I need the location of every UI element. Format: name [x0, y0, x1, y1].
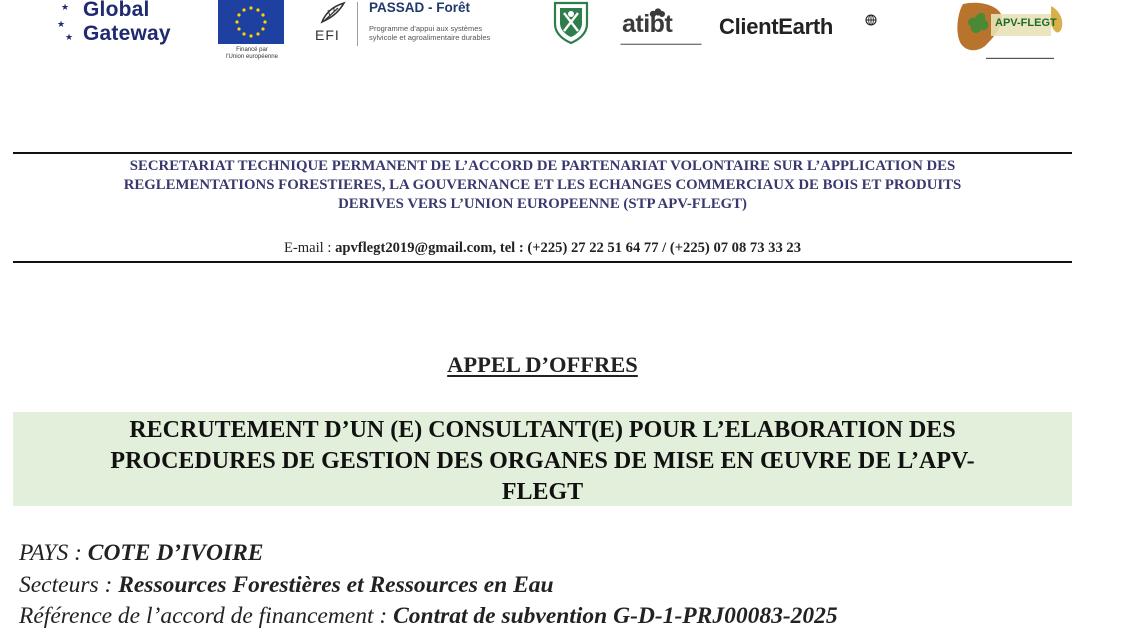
- apv-flegt-tagline-mark: ▬▬▬▬▬▬▬▬▬▬▬▬▬▬▬▬▬: [986, 55, 1054, 60]
- eu-caption: [214, 47, 290, 61]
- passad-subtitle-line1: Programme d'appui aux systèmes: [369, 24, 483, 33]
- star-icon: ★: [65, 32, 74, 42]
- phone-numbers: , tel : (+225) 27 22 51 64 77 / (+225) 07 08 73 33 23: [492, 240, 802, 256]
- global-gateway-line1: Global: [83, 0, 150, 21]
- efi-text: EFI: [315, 27, 340, 43]
- apv-flegt-text: APV-FLEGT: [995, 17, 1057, 29]
- global-gateway-logo: [55, 0, 195, 50]
- secretariat-line1: SECRETARIAT TECHNIQUE PERMANENT DE L’ACCORD DE PARTENARIAT VOLONTAIRE SUR L’APPLICATION DES: [129, 158, 956, 174]
- header-bottom-rule: [13, 261, 1072, 263]
- country-label: PAYS :: [19, 540, 88, 566]
- eu-caption-line1: Financé par: [236, 47, 268, 53]
- passad-subtitle: [369, 24, 529, 42]
- shield-icon: [552, 0, 590, 44]
- email-label: E-mail :: [283, 240, 336, 256]
- eu-flag-icon: [218, 0, 284, 44]
- reference-label: Référence de l’accord de financement :: [19, 603, 394, 629]
- recruitment-line3: FLEGT: [501, 479, 584, 505]
- sector-label: Secteurs :: [19, 572, 119, 598]
- passad-title: PASSAD - Forêt: [369, 0, 471, 15]
- eu-caption-line2: l'Union européenne: [226, 54, 278, 60]
- country-value: COTE D’IVOIRE: [87, 540, 264, 566]
- efi-logo: [312, 0, 362, 48]
- reference-value: Contrat de subvention G-D-1-PRJ00083-2025: [393, 603, 838, 629]
- atibt-tagline-mark: ▬▬▬▬▬▬▬▬▬▬▬▬▬▬▬▬▬▬: [620, 41, 702, 46]
- recruitment-title: [33, 415, 1052, 508]
- secretariat-heading: [20, 157, 1065, 214]
- country-line: [19, 540, 263, 567]
- tender-title: [13, 352, 1072, 378]
- atibt-text: atibt: [622, 10, 673, 38]
- reference-line: [19, 603, 838, 630]
- passad-logo: [368, 0, 528, 46]
- secretariat-line3: DERIVES VERS L’UNION EUROPEENNE (STP APV-FLEGT): [338, 196, 747, 212]
- globe-icon: [865, 14, 877, 26]
- header-top-rule: [13, 152, 1072, 154]
- recruitment-line2: PROCEDURES DE GESTION DES ORGANES DE MISE EN ŒUVRE DE L’APV-: [110, 448, 975, 474]
- email-address[interactable]: apvflegt2019@gmail.com: [335, 240, 493, 256]
- eu-stars-icon: [218, 0, 284, 44]
- contact-line: [13, 240, 1072, 257]
- clientearth-text: ClientEarth: [719, 14, 834, 39]
- forestry-shield-logo: [552, 0, 590, 44]
- global-gateway-line2: Gateway: [83, 22, 171, 45]
- eu-logo: [214, 0, 290, 66]
- star-icon: ★: [57, 19, 66, 29]
- recruitment-title-box: [13, 412, 1072, 506]
- passad-subtitle-line2: sylvicole et agroalimentaire durables: [369, 33, 491, 42]
- apv-flegt-logo: [955, 0, 1068, 70]
- sector-value: Ressources Forestières et Ressources en Eau: [118, 572, 554, 598]
- logo-divider: [357, 2, 358, 46]
- recruitment-line1: RECRUTEMENT D’UN (E) CONSULTANT(E) POUR L’ELABORATION DES: [129, 417, 956, 443]
- tender-title-text: APPEL D’OFFRES: [447, 352, 638, 377]
- clientearth-logo: [719, 14, 889, 46]
- sector-line: [19, 572, 554, 599]
- secretariat-line2: REGLEMENTATIONS FORESTIERES, LA GOUVERNANCE ET LES ECHANGES COMMERCIAUX DE BOIS ET PRODUITS: [123, 177, 962, 193]
- star-icon: ★: [61, 2, 70, 12]
- leaf-icon: [318, 0, 348, 26]
- atibt-logo: [618, 10, 704, 52]
